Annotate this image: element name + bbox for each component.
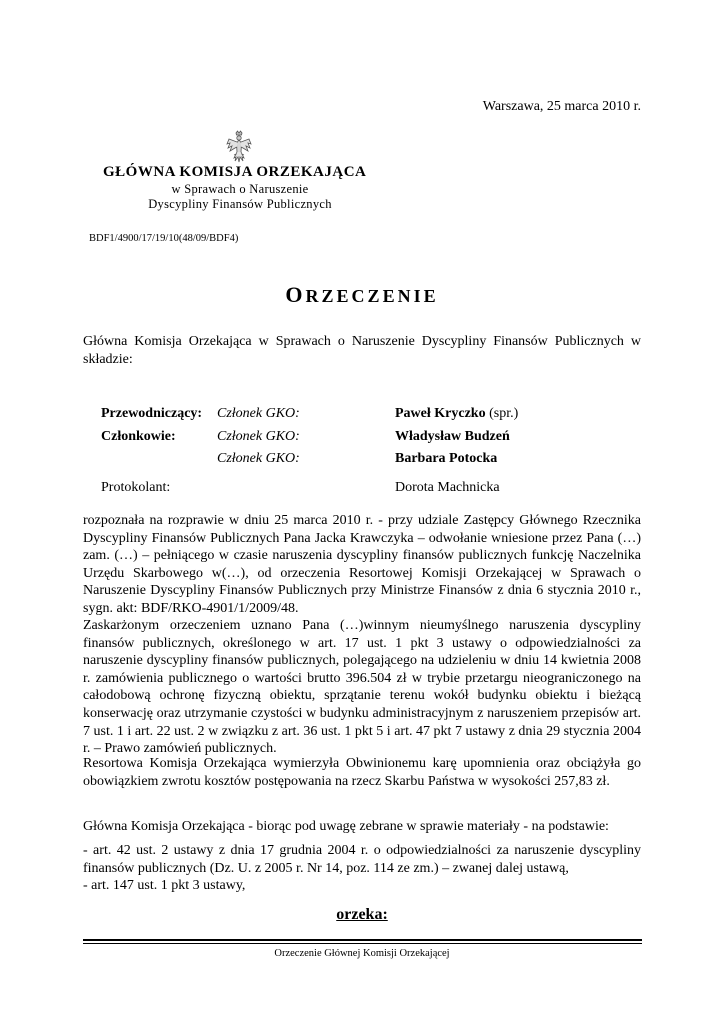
document-title-rest: RZECZENIE xyxy=(305,286,439,306)
chair-role-label: Przewodniczący: xyxy=(101,406,203,421)
body-paragraph-hearing: rozpoznała na rozprawie w dniu 25 marca 2010 r. - przy udziale Zastępcy Głównego Rzecznika Dyscypliny Finansów Publicznych Pana Jacka Krawczyka – odwołanie wniesione przez Pana (…) zam. (…) – pełniącego w czasie naruszenia dyscypliny finansów publicznych funkcję Naczelnika Urzędu Skarbowego w(…), od orzeczenia Resortowej Komisji Orzekającej w Sprawach o Naruszenie Dyscypliny Finansów Publicznych przy Ministrze Finansów z dnia 6 stycznia 2010 r., sygn. akt: BDF/RKO-4901/1/2009/48. xyxy=(83,513,641,616)
body-paragraph-contested-ruling: Zaskarżonym orzeczeniem uznano Pana (…)winnym nieumyślnego naruszenia dyscypliny finansów publicznych, określonego w art. 17 ust. 1 pkt 3 ustawy o odpowiedzialności za naruszenie dyscypliny finansów publicznych, polegającego na udzieleniu w dniu 14 kwietnia 2008 r. zamówienia publicznego o wartości brutto 396.504 zł w trybie przetargu nieograniczonego na całodobową ochronę fizyczną obiektu, sprzątanie terenu wokół budynku obiektu i bieżącą konserwację oraz utrzymanie czystości w budynku administracyjnym z naruszeniem przepisów art. 7 ust. 1 i art. 22 ust. 2 w związku z art. 36 ust. 1 pkt 5 i art. 47 pkt 7 ustawy z dnia 29 stycznia 2004 r. – Prawo zamówień publicznych. xyxy=(83,618,641,757)
clerk-role-label: Protokolant: xyxy=(101,480,171,495)
document-title xyxy=(0,282,724,308)
footer-divider-thick xyxy=(83,939,642,941)
organization-name: GŁÓWNA KOMISJA ORZEKAJĄCA xyxy=(103,164,367,180)
member-1-title: Członek GKO: xyxy=(217,429,300,444)
decision-heading: orzeka: xyxy=(336,906,388,923)
member-1-name: Władysław Budzeń xyxy=(395,429,510,444)
chair-note: (spr.) xyxy=(485,406,519,421)
footer-divider-thin xyxy=(83,943,642,944)
body-paragraph-penalty: Resortowa Komisja Orzekająca wymierzyła Obwinionemu karę upomnienia oraz obciążyła go obowiązkiem zwrotu kosztów postępowania na rzecz Skarbu Państwa w wysokości 257,83 zł. xyxy=(83,756,641,789)
member-2-name: Barbara Potocka xyxy=(395,451,498,466)
legal-basis-item-2: - art. 147 ust. 1 pkt 3 ustawy, xyxy=(83,878,246,894)
polish-eagle-emblem-icon xyxy=(226,130,252,164)
organization-subtitle-line-1: w Sprawach o Naruszenie xyxy=(171,182,309,196)
chair-title: Członek GKO: xyxy=(217,406,300,421)
chair-name: Paweł Kryczko xyxy=(395,406,486,421)
body-paragraph-legal-basis-list xyxy=(83,842,641,895)
intro-paragraph: Główna Komisja Orzekająca w Sprawach o Naruszenie Dyscypliny Finansów Publicznych w składzie: xyxy=(83,334,641,367)
document-title-initial: O xyxy=(285,282,306,307)
member-2-title: Członek GKO: xyxy=(217,451,300,466)
case-reference-number: BDF1/4900/17/19/10(48/09/BDF4) xyxy=(89,233,239,244)
organization-subtitle-line-2: Dyscypliny Finansów Publicznych xyxy=(148,197,332,211)
page-footer: Orzeczenie Głównej Komisji Orzekającej xyxy=(274,948,450,959)
chair-name-line xyxy=(395,406,518,422)
legal-basis-item-1: - art. 42 ust. 2 ustawy z dnia 17 grudnia 2004 r. o odpowiedzialności za naruszenie dyscypliny finansów publicznych (Dz. U. z 2005 r. Nr 14, poz. 114 ze zm.) – zwanej dalej ustawą, xyxy=(83,843,641,876)
members-role-label: Członkowie: xyxy=(101,429,176,444)
body-paragraph-legal-basis-intro: Główna Komisja Orzekająca - biorąc pod uwagę zebrane w sprawie materiały - na podstawie: xyxy=(83,819,609,834)
document-date: Warszawa, 25 marca 2010 r. xyxy=(482,99,641,114)
clerk-name: Dorota Machnicka xyxy=(395,480,500,495)
